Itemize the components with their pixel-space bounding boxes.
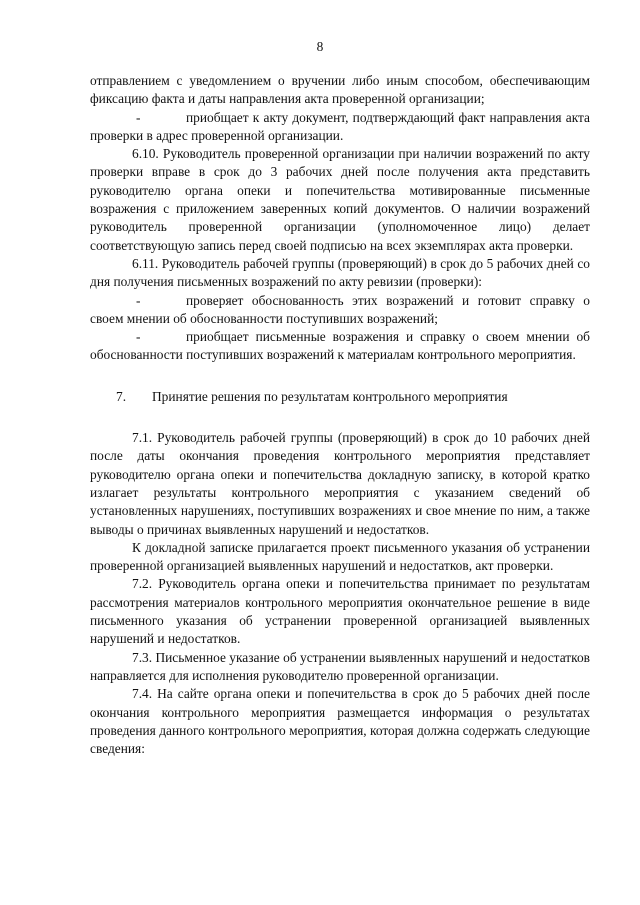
paragraph-7-1-attachment: К докладной записке прилагается проект письменного указания об устранении проверенной организацией выявленных нарушений и недостатков, акт проверки. (90, 539, 590, 574)
list-dash: - (136, 109, 141, 125)
section-heading (90, 388, 590, 406)
paragraph-6-11: 6.11. Руководитель рабочей группы (проверяющий) в срок до 5 рабочих дней со дня получения письменных возражений по акту ревизии (проверки): (90, 255, 590, 290)
list-item-text: приобщает к акту документ, подтверждающий факт направления акта проверки в адрес проверенной организации. (90, 109, 590, 143)
paragraph-continuation: отправлением с уведомлением о вручении либо иным способом, обеспечивающим фиксацию факта и даты направления акта проверенной организации; (90, 73, 590, 107)
paragraph-7-4: 7.4. На сайте органа опеки и попечительства в срок до 5 рабочих дней после окончания контрольного мероприятия размещается информация о результатах проведения данного контрольного мероприятия, которая должна содержать следующие сведения: (90, 686, 590, 757)
paragraph-7-1: 7.1. Руководитель рабочей группы (проверяющий) в срок до 10 рабочих дней после даты окончания проведения контрольного мероприятия представляет руководителю органа опеки и попечительства докладную записку, в которой кратко излагает результаты контрольного мероприятия с указанием сведений об установленных нарушениях, поступивших возражениях и свое мнение по ним, а также выводы о причинах выявленных нарушений и недостатков. (90, 430, 590, 537)
document-body (90, 72, 590, 758)
list-item (90, 292, 590, 329)
list-item (90, 109, 590, 146)
paragraph-7-3: 7.3. Письменное указание об устранении выявленных нарушений и недостатков направляется для исполнения руководителю проверенной организации. (90, 649, 590, 683)
section-number: 7. (116, 388, 127, 404)
list-dash: - (136, 292, 141, 308)
list-item-text: приобщает письменные возражения и справку о своем мнении об обоснованности поступивших возражений к материалам контрольного мероприятия. (90, 329, 590, 363)
paragraph-7-2: 7.2. Руководитель органа опеки и попечительства принимает по результатам рассмотрения материалов контрольного мероприятия окончательное решение в виде письменного указания об устранении проверенной организацией выявленных нарушений и недостатков. (90, 576, 590, 647)
section-title: Принятие решения по результатам контрольного мероприятия (152, 388, 508, 404)
paragraph-6-10: 6.10. Руководитель проверенной организации при наличии возражений по акту проверки вправе в срок до 3 рабочих дней после получения акта представить руководителю органа опеки и попечительства мотивированные письменные возражения с приложением заверенных копий документов. О наличии возражений руководитель проверенной организации (уполномоченное лицо) делает соответствующую запись перед своей подписью на всех экземплярах акта проверки. (90, 146, 590, 253)
list-item (90, 328, 590, 365)
page-number: 8 (316, 39, 324, 54)
list-dash: - (136, 329, 141, 345)
list-item-text: проверяет обоснованность этих возражений и готовит справку о своем мнении об обоснованности поступивших возражений; (90, 292, 590, 326)
